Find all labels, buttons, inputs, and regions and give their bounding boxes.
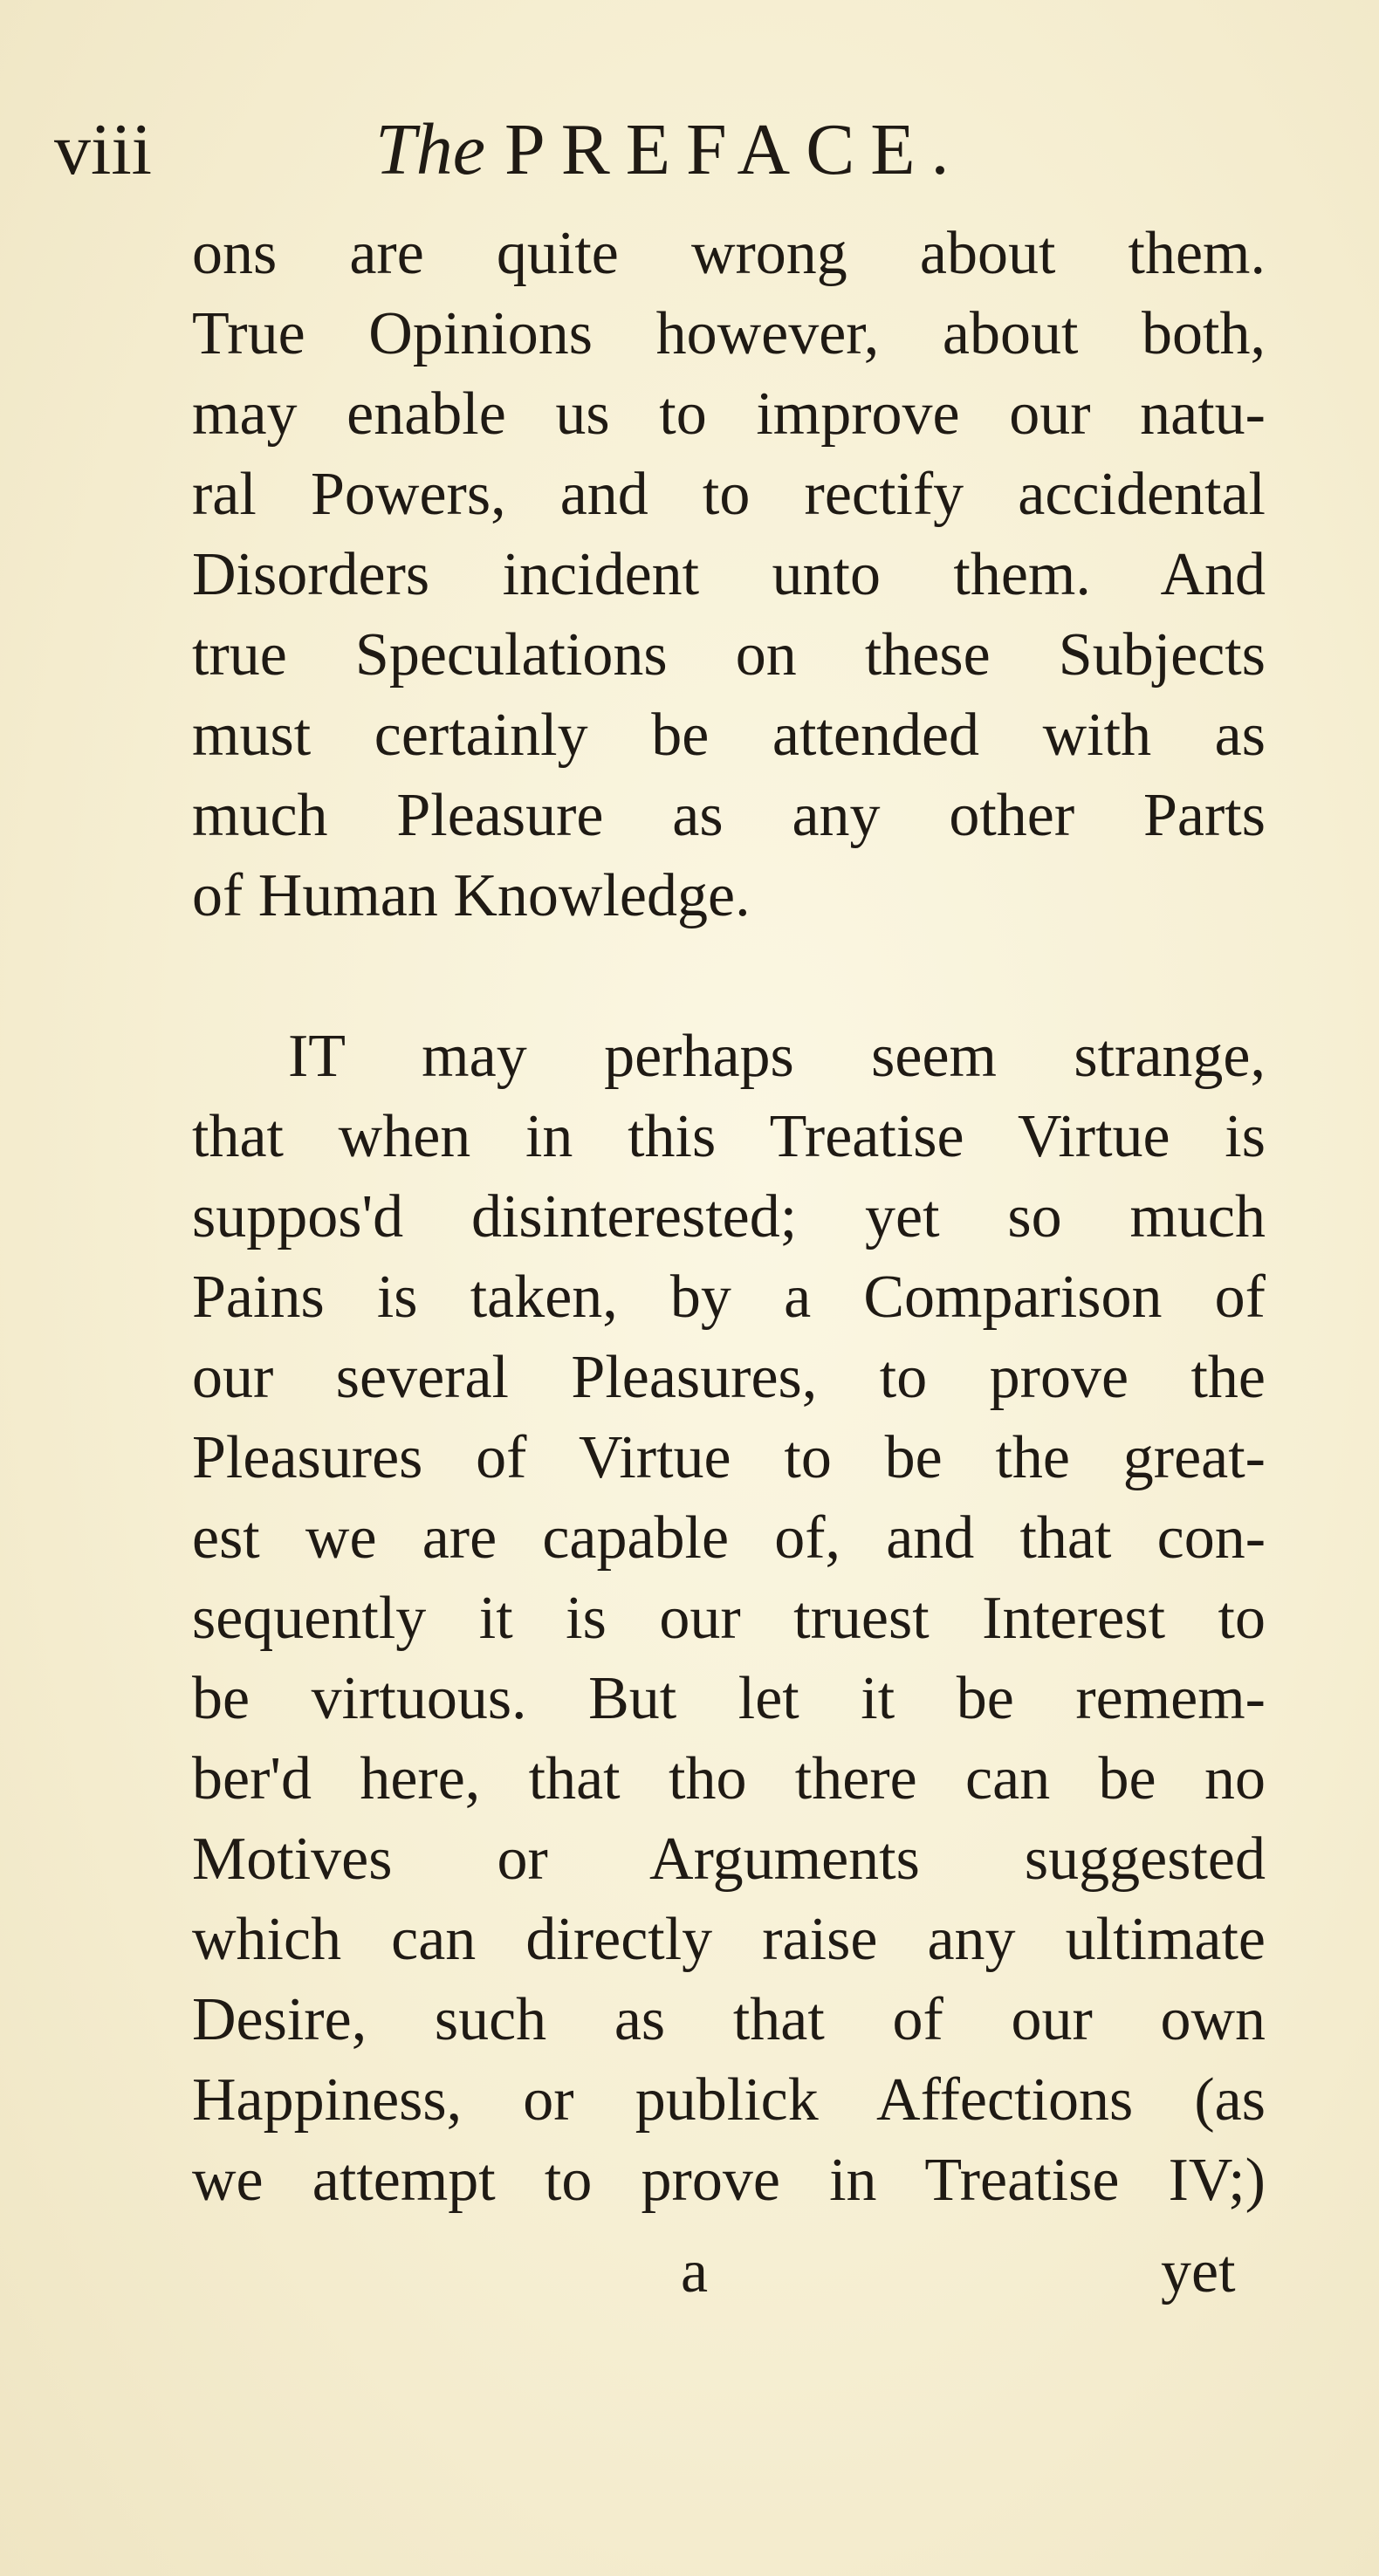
text-line: must certainly be attended with as xyxy=(192,702,1266,769)
text-line: ral Powers, and to rectify accidental xyxy=(192,461,1266,528)
text-line: IT may perhaps seem strange, xyxy=(288,1023,1266,1090)
text-line: Motives or Arguments suggested xyxy=(192,1826,1266,1893)
running-head xyxy=(375,109,965,190)
text-line: suppos'd disinterested; yet so much xyxy=(192,1183,1266,1250)
text-line: Happiness, or publick Affections (as xyxy=(192,2066,1266,2134)
signature-mark: a xyxy=(681,2238,709,2305)
paragraph-2 xyxy=(192,1017,1266,2221)
text-line: Pleasures of Virtue to be the great- xyxy=(192,1424,1266,1491)
text-line: Disorders incident unto them. And xyxy=(192,541,1266,608)
catchword: yet xyxy=(1161,2238,1236,2305)
text-line: of Human Knowledge. xyxy=(192,862,751,929)
text-line: we attempt to prove in Treatise IV;) xyxy=(192,2147,1266,2214)
page-header xyxy=(0,105,1379,209)
text-line: true Speculations on these Subjects xyxy=(192,621,1266,689)
text-line: much Pleasure as any other Parts xyxy=(192,782,1266,849)
text-line: sequently it is our truest Interest to xyxy=(192,1585,1266,1652)
page-body xyxy=(192,214,1266,2221)
page-footer xyxy=(0,2232,1379,2319)
text-line: be virtuous. But let it be remem- xyxy=(192,1665,1266,1732)
text-line: Desire, such as that of our own xyxy=(192,1986,1266,2053)
page-number: viii xyxy=(54,109,153,190)
text-line: that when in this Treatise Virtue is xyxy=(192,1103,1266,1170)
text-line: our several Pleasures, to prove the xyxy=(192,1344,1266,1411)
running-head-title: PREFACE. xyxy=(504,109,965,190)
paragraph-1 xyxy=(192,214,1266,936)
text-line: Pains is taken, by a Comparison of xyxy=(192,1264,1266,1331)
text-line: est we are capable of, and that con- xyxy=(192,1504,1266,1572)
text-line: may enable us to improve our natu- xyxy=(192,380,1266,448)
text-line: True Opinions however, about both, xyxy=(192,300,1266,367)
text-line: ons are quite wrong about them. xyxy=(192,220,1266,287)
text-line: which can directly raise any ultimate xyxy=(192,1906,1266,1973)
text-line: ber'd here, that tho there can be no xyxy=(192,1745,1266,1812)
running-head-the: The xyxy=(375,109,485,190)
